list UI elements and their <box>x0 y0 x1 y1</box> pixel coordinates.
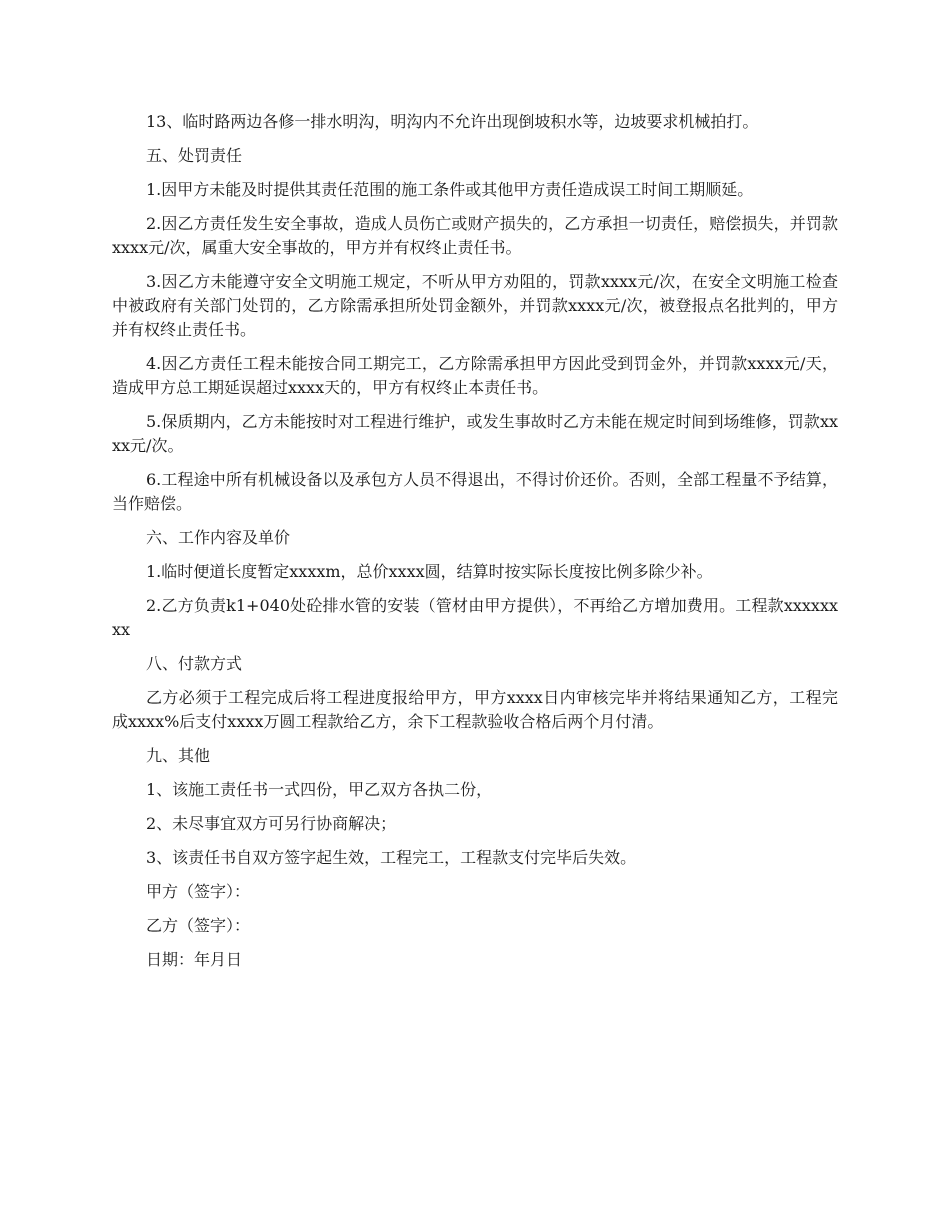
other-item-2: 2、未尽事宜双方可另行协商解决； <box>146 814 397 833</box>
other-item-3: 3、该责任书自双方签字起生效，工程完工，工程款支付完毕后失效。 <box>146 848 637 867</box>
penalty-clause-6: 6.工程途中所有机械设备以及承包方人员不得退出，不得讨价还价。否则，全部工程量不予结算，当作赔偿。 <box>112 470 838 513</box>
party-b-signature-line: 乙方（签字）： <box>146 916 251 935</box>
party-a-signature-line: 甲方（签字）： <box>146 882 251 901</box>
section-heading-work-content: 六、工作内容及单价 <box>146 528 291 547</box>
penalty-clause-5: 5.保质期内，乙方未能按时对工程进行维护，或发生事故时乙方未能在规定时间到场维修，罚款xxxx元/次。 <box>112 412 838 455</box>
date-line: 日期：年月日 <box>146 950 243 969</box>
section-heading-payment: 八、付款方式 <box>146 654 243 673</box>
section-heading-penalties: 五、处罚责任 <box>146 146 243 165</box>
penalty-clause-1: 1.因甲方未能及时提供其责任范围的施工条件或其他甲方责任造成误工时间工期顺延。 <box>146 180 754 199</box>
payment-terms: 乙方必须于工程完成后将工程进度报给甲方，甲方xxxx日内审核完毕并将结果通知乙方，工程完成xxxx%后支付xxxx万圆工程款给乙方，余下工程款验收合格后两个月付清。 <box>112 688 838 731</box>
penalty-clause-3: 3.因乙方未能遵守安全文明施工规定，不听从甲方劝阻的，罚款xxxx元/次，在安全文明施工检查中被政府有关部门处罚的，乙方除需承担所处罚金额外，并罚款xxxx元/次，被登报点名批判的，甲方并有权终止责任书。 <box>112 272 838 339</box>
work-item-1: 1.临时便道长度暂定xxxxm，总价xxxx圆，结算时按实际长度按比例多除少补。 <box>146 562 713 581</box>
document-page <box>112 110 838 982</box>
work-item-2: 2.乙方负责k1+040处砼排水管的安装（管材由甲方提供），不再给乙方增加费用。工程款xxxxxxxx <box>112 596 838 639</box>
section-heading-other: 九、其他 <box>146 746 211 765</box>
other-item-1: 1、该施工责任书一式四份，甲乙双方各执二份， <box>146 780 493 799</box>
penalty-clause-4: 4.因乙方责任工程未能按合同工期完工，乙方除需承担甲方因此受到罚金外，并罚款xxxx元/天，造成甲方总工期延误超过xxxx天的，甲方有权终止本责任书。 <box>112 354 838 397</box>
clause-13-drainage: 13、临时路两边各修一排水明沟，明沟内不允许出现倒坡积水等，边坡要求机械拍打。 <box>146 112 759 131</box>
penalty-clause-2: 2.因乙方责任发生安全事故，造成人员伤亡或财产损失的，乙方承担一切责任，赔偿损失，并罚款xxxx元/次，属重大安全事故的，甲方并有权终止责任书。 <box>112 214 838 257</box>
